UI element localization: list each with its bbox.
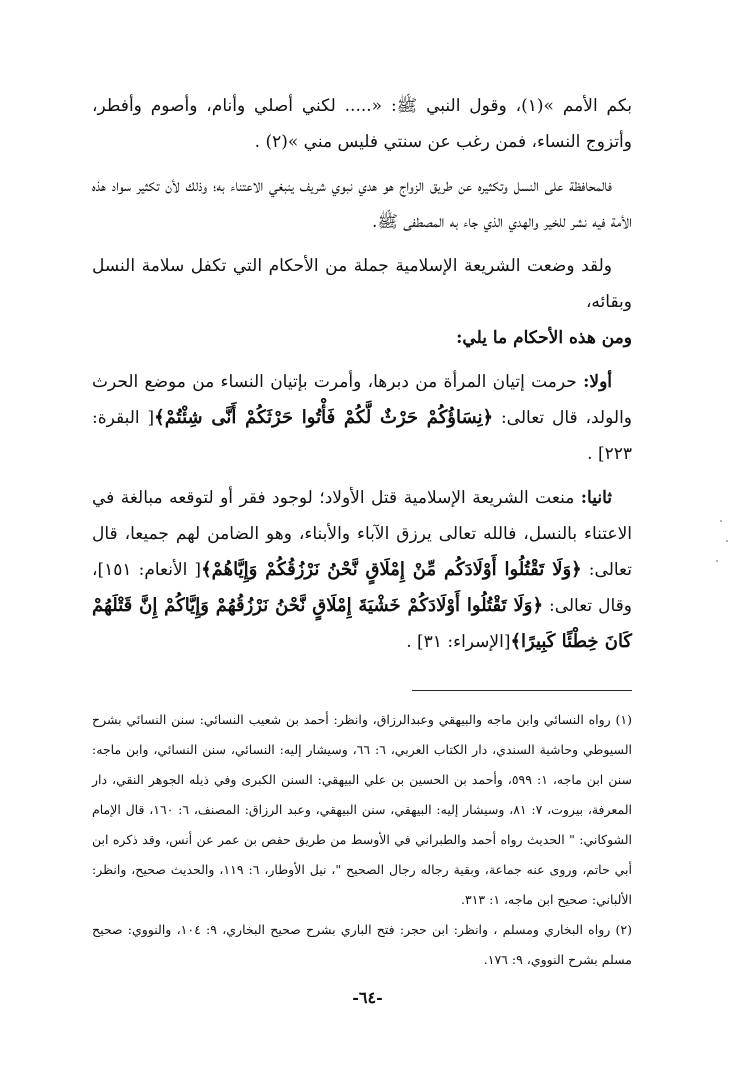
paragraph-hadith-text: بكم الأمم »(١)، وقول النبي ﷺ: «..... لكني أصلي وأنام، وأصوم وأفطر، وأتزوج النساء، فمن رغب عن سنتي فليس مني »(٢) . <box>92 96 632 152</box>
paragraph-preservation <box>92 168 632 240</box>
first-ruling-text: حرمت إتيان المرأة من دبرها، وأمرت بإتيان النساء من موضع الحرث والولد، قال تعالى: <box>92 372 632 428</box>
second-ruling-reference-1: [ الأنعام: ١٥١]، وقال تعالى: <box>92 560 632 616</box>
scan-speck <box>716 560 718 562</box>
first-ruling-verse: ﴿نِسَاؤُكُمْ حَرْثٌ لَّكُمْ فَأْتُوا حَرْثَكُمْ أَنَّى شِئْتُمْ﴾ <box>154 407 494 428</box>
first-ruling-reference: [ البقرة: ٢٢٣] . <box>92 408 632 464</box>
rulings-intro-text: ولقد وضعت الشريعة الإسلامية جملة من الأحكام التي تكفل سلامة النسل وبقائه، <box>92 256 632 312</box>
paragraph-second-ruling <box>92 480 632 660</box>
footnote-1: (١) رواه النسائي وابن ماجه والبيهقي وعبدالرزاق، وانظر: أحمد بن شعيب النسائي: سنن النسائي بشرح السيوطي وحاشية السندي، دار الكتاب العربي، ٦: ٦٦، وسيشار إليه: النسائي، سنن النسائي، وابن ماجه: سنن ابن ماجه، ١: ٥٩٩، وأحمد بن الحسين بن علي البيهقي: السنن الكبرى وفي ذيله الجوهر النقي، دار المعرفة، بيروت، ٧: ٨١، وسيشار إليه: البيهقي، سنن البيهقي، وعبد الرزاق: المصنف، ٦: ١٦٠، قال الإمام الشوكاني: " الحديث رواه أحمد والطبراني في الأوسط من طريق حفص بن عمر عن أنس، وقد ذكره ابن أبي حاتم، وروى عنه جماعة، وبقية رجاله رجال الصحيح "، نيل الأوطار، ٦: ١١٩، والحديث صحيح، وانظر: الألباني: صحيح ابن ماجه، ١: ٣١٣. <box>92 712 633 907</box>
second-ruling-text: منعت الشريعة الإسلامية قتل الأولاد؛ لوجود فقر أو لتوقعه مبالغة في الاعتناء بالنسل، فالله تعالى يرزق الآباء والأبناء، وهو الضامن لهم جميعا، قال تعالى: <box>92 488 632 580</box>
paragraph-hadith <box>92 88 632 160</box>
paragraph-preservation-text: فالمحافظة على النسل وتكثيره عن طريق الزواج هو هدي نبوي شريف ينبغي الاعتناء به؛ وذلك لأن تكثير سواد هذه الأمة فيه نشر للخير والهدي الذي جاء به المصطفى ﷺ. <box>92 176 632 232</box>
second-ruling-verse-2: ﴿وَلَا تَقْتُلُوا أَوْلَادَكُمْ خَشْيَةَ إِمْلَاقٍ نَّحْنُ نَرْزُقُهُمْ وَإِيَّاكُمْ إِنَّ قَتْلَهُمْ كَانَ خِطْئًا كَبِيرًا﴾ <box>92 595 632 652</box>
footnote-divider <box>412 690 632 691</box>
second-ruling-label: ثانيا: <box>580 488 612 508</box>
first-ruling-label: أولا: <box>583 372 613 392</box>
rulings-intro-heading: ومن هذه الأحكام ما يلي: <box>456 328 632 348</box>
paragraph-rulings-intro <box>92 248 632 356</box>
main-text <box>92 88 632 660</box>
footnote-2: (٢) رواه البخاري ومسلم ، وانظر: ابن حجر: فتح الباري بشرح صحيح البخاري، ٩: ١٠٤، والنووي: صحيح مسلم بشرح النووي، ٩: ١٧٦. <box>92 922 633 967</box>
second-ruling-verse-1: ﴿وَلَا تَقْتُلُوا أَوْلَادَكُم مِّنْ إِمْلَاقٍ نَّحْنُ نَرْزُقُكُمْ وَإِيَّاهُمْ﴾ <box>201 559 582 580</box>
page-number: -٦٤- <box>352 988 383 1007</box>
scan-speck <box>726 540 728 542</box>
footnotes <box>92 705 632 975</box>
paragraph-first-ruling <box>92 364 632 472</box>
scan-speck <box>720 520 722 522</box>
second-ruling-reference-2: [الإسراء: ٣١] . <box>406 632 511 652</box>
page-content <box>92 88 632 975</box>
